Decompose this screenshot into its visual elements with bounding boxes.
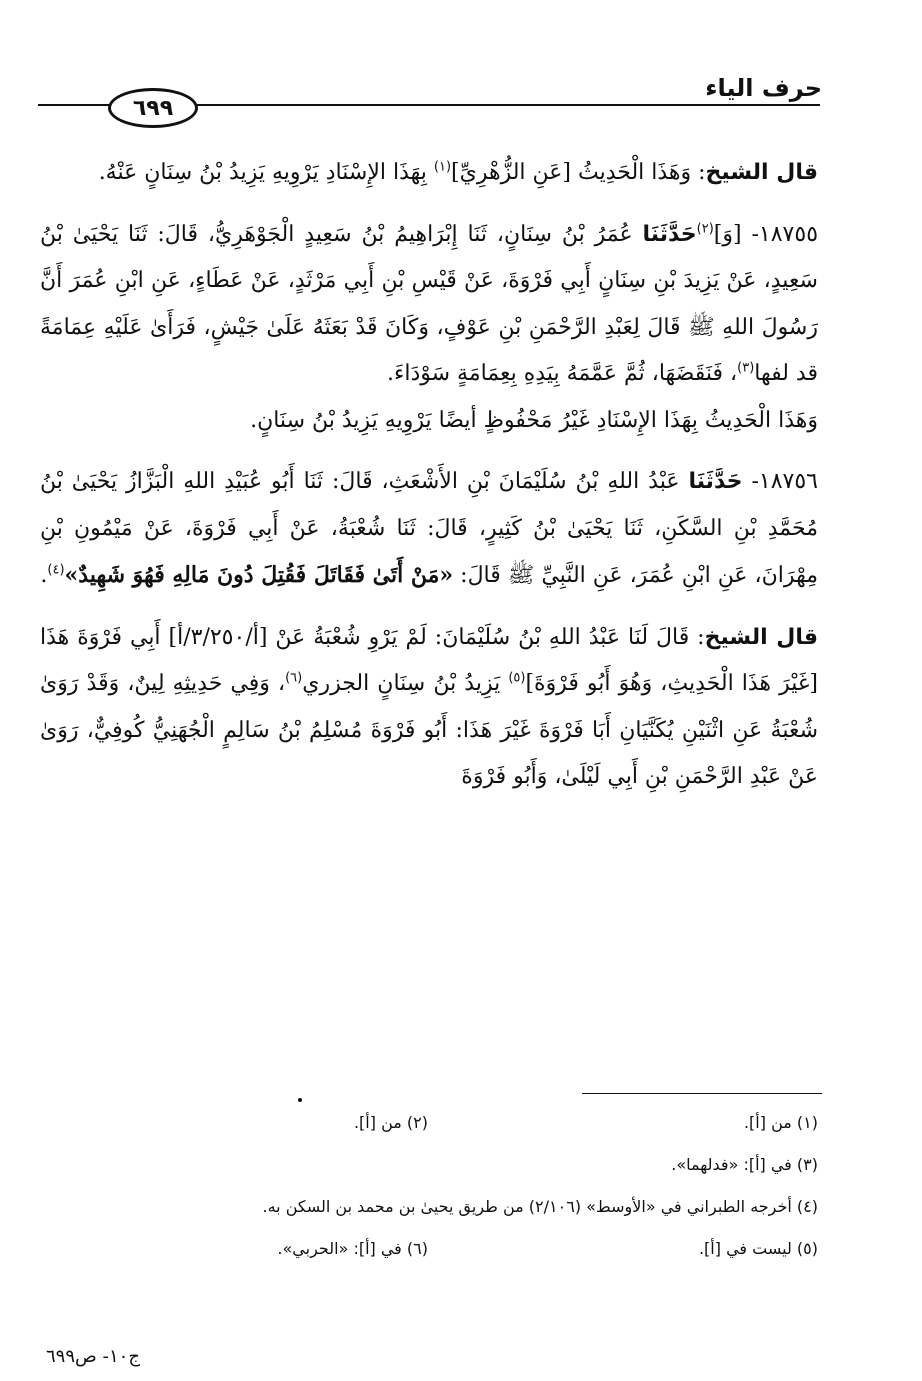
paragraph-text: يَزِيدُ بْنُ سِنَانٍ الجزري: [302, 671, 509, 696]
footnote-separator: [582, 1093, 822, 1094]
footnote-row: [40, 1190, 818, 1232]
paragraph-sheikh-note-2: [40, 615, 818, 801]
hadith-18756: [40, 459, 818, 600]
paragraph-text: : وَهَذَا الْحَدِيثُ [عَنِ الزُّهْرِيِّ]: [451, 160, 706, 185]
hadith-text: عَبْدُ اللهِ بْنُ سُلَيْمَانَ بْنِ الأَشْعَثِ، قَالَ: ثَنَا أَبُو عُبَيْدِ اللهِ الْبَزَّازُ يَحْيَىٰ بْنُ مُحَمَّدِ بْنِ السَّكَنِ، ثَنَا يَحْيَىٰ بْنُ كَثِيرٍ، قَالَ: ثَنَا شُعْبَةُ، عَنْ أَبِي فَرْوَةَ، عَنْ مَيْمُونِ بْنِ مِهْرَانَ، عَنِ ابْنِ عُمَرَ، عَنِ النَّبِيِّ ﷺ قَالَ:: [40, 469, 818, 588]
sheikh-label: قال الشيخ: [705, 160, 818, 185]
hadith-number: ١٨٧٥٦-: [742, 469, 818, 494]
footnote-row: [40, 1106, 818, 1148]
footnote-2: (٢) من [أ].: [353, 1113, 428, 1132]
paragraph-text: بِهَذَا الإِسْنَادِ يَرْوِيهِ يَزِيدُ بْنُ سِنَانٍ عَنْهُ.: [98, 160, 434, 185]
footnote-3: (٣) في [أ]: «فدلهما».: [671, 1155, 818, 1174]
hadith-number: ١٨٧٥٥- [وَ]: [713, 221, 819, 247]
paragraph-remark: وَهَذَا الْحَدِيثُ بِهَذَا الإِسْنَادِ غَيْرُ مَحْفُوظٍ أيضًا يَرْوِيهِ يَزِيدُ بْنُ سِنَانٍ.: [250, 407, 818, 433]
footnote-ref[interactable]: (٥): [508, 670, 526, 686]
paragraph-text: ، وَفِي حَدِيثِهِ لِينٌ، وَقَدْ رَوَىٰ شُعْبَةُ عَنِ اثْنَيْنِ يُكَنَّيَانِ أَبَا فَرْوَةَ غَيْرَ هَذَا: أَبُو فَرْوَةَ مُسْلِمُ بْنُ سَالِمٍ الْجُهَنِيُّ كُوفِيٌّ، رَوَىٰ عَنْ عَبْدِ الرَّحْمَنِ بْنِ أَبِي لَيْلَىٰ، وَأَبُو فَرْوَةَ: [40, 671, 818, 789]
footnote-1: (١) من [أ].: [743, 1113, 818, 1132]
paragraph-sheikh-note-1: [40, 150, 818, 197]
footnotes: [40, 1106, 818, 1274]
footnote-row: [40, 1232, 818, 1274]
page-footer-reference: ج١٠- ص٦٩٩: [46, 1346, 140, 1367]
footnote-ref[interactable]: (٣): [737, 360, 755, 376]
sheikh-label: قال الشيخ: [704, 624, 818, 650]
hadith-lead: حَدَّثَنَا: [688, 469, 743, 494]
hadith-text: عُمَرُ بْنُ سِنَانٍ، ثَنَا إِبْرَاهِيمُ بْنُ سَعِيدٍ الْجَوْهَرِيُّ، قَالَ: ثَنَا يَحْيَىٰ بْنُ سَعِيدٍ، عَنْ يَزِيدَ بْنِ سِنَانٍ أَبِي فَرْوَةَ، عَنْ قَيْسِ بْنِ أَبِي مَرْثَدٍ، عَنْ عَطَاءٍ، عَنِ ابْنِ عُمَرَ أَنَّ رَسُولَ اللهِ ﷺ قَالَ لِعَبْدِ الرَّحْمَنِ بْنِ عَوْفٍ، وَكَانَ قَدْ بَعَثَهُ عَلَىٰ جَيْشٍ، فَرَأَىٰ عَلَيْهِ عِمَامَةً قد لفها: [40, 221, 818, 386]
running-header-title: حرف الياء: [705, 74, 822, 102]
hadith-18755: [40, 212, 818, 398]
main-text: [40, 150, 818, 801]
sentence-end: .: [40, 563, 48, 588]
footnote-row: [40, 1148, 818, 1190]
footnote-6: (٦) في [أ]: «الحربي».: [277, 1239, 428, 1258]
hadith-text: ، فَنَقَضَهَا، ثُمَّ عَمَّمَهُ بِيَدِهِ بِعِمَامَةٍ سَوْدَاءَ.: [387, 361, 738, 386]
footnote-4: (٤) أخرجه الطبراني في «الأوسط» (٢/١٠٦) من طريق يحيىٰ بن محمد بن السكن به.: [262, 1197, 818, 1216]
footnote-ref[interactable]: (٦): [285, 670, 303, 686]
print-dot: [298, 1098, 302, 1102]
footnote-ref[interactable]: (٢): [696, 221, 714, 237]
page-number-badge: ٦٩٩: [108, 88, 198, 128]
paragraph-text: : قَالَ لَنَا عَبْدُ اللهِ بْنُ سُلَيْمَانَ: لَمْ يَرْوِ شُعْبَةُ عَنْ [أ/٣/٢٥٠/أ] أَبِي فَرْوَةَ هَذَا [غَيْرَ هَذَا الْحَدِيثِ، وَهُوَ أَبُو فَرْوَةَ]: [40, 624, 818, 696]
footnote-ref[interactable]: (٤): [47, 562, 65, 578]
hadith-quote: «مَنْ أَتَىٰ فَقَاتَلَ فَقُتِلَ دُونَ مَالِهِ فَهُوَ شَهِيدٌ»: [64, 562, 454, 588]
footnote-ref[interactable]: (١): [433, 159, 452, 175]
footnote-5: (٥) ليست في [أ].: [698, 1239, 818, 1258]
hadith-lead: حَدَّثَنَا: [642, 221, 697, 247]
